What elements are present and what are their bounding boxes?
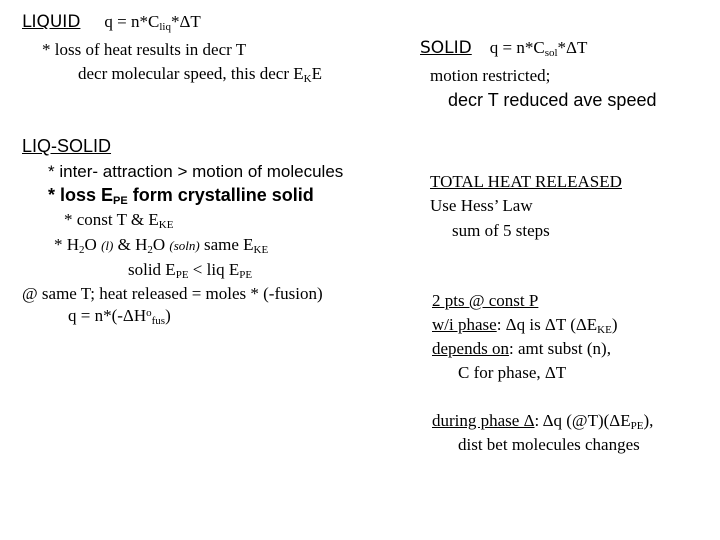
const-p-line-4: C for phase, ΔT: [458, 363, 567, 382]
solid-line-2: decr T reduced ave speed: [448, 90, 657, 110]
liquid-line-1: * loss of heat results in decr T: [42, 40, 247, 59]
during-line-1: during phase Δ: Δq $(@T)(\Delta E_{PE})$,: [432, 411, 654, 432]
liq-solid-heading: LIQ-SOLID: [22, 136, 112, 156]
liq-solid-line-4: * $H_2O$ (l) & $H_2O$ (soln) same $E_{KE}$: [54, 235, 269, 256]
const-p-line-1: 2 pts @ const P: [432, 291, 539, 310]
solid-formula-line: SOLID $q = n*C_{sol}*\Delta T$: [420, 38, 588, 59]
solid-heading: SOLID: [420, 38, 472, 58]
liq-solid-line-7: $q = n*(-\Delta H^o_{fus})$: [68, 306, 171, 327]
total-line-1: Use Hess’ Law: [430, 196, 533, 215]
solid-line-1: motion restricted;: [430, 66, 551, 85]
liq-solid-line-5: solid $E_{PE}$ < liq $E_{PE}$: [128, 260, 253, 281]
liquid-formula: q = n*C: [104, 12, 160, 31]
liquid-heading: LIQUID: [22, 12, 81, 32]
total-heading: TOTAL HEAT RELEASED: [430, 172, 622, 191]
liq-solid-line-6: @ same T; heat released = moles * (-fusion): [22, 284, 323, 303]
liquid-formula-line: LIQUID $q = n*C_{liq}*\Delta T$: [22, 12, 201, 33]
liq-solid-line-1: * inter- attraction > motion of molecules: [48, 162, 344, 181]
solid-formula: q = n*C: [489, 38, 545, 57]
const-p-line-2: w/i phase: Δq is ΔT $(\Delta E_{KE})$: [432, 315, 618, 336]
liq-solid-line-2: * loss $E_{PE}$ form crystalline solid: [48, 185, 314, 207]
liquid-line-2: decr molecular speed, this decr $E_KE$: [78, 64, 322, 85]
total-line-2: sum of 5 steps: [452, 221, 550, 240]
during-line-2: dist bet molecules changes: [458, 435, 640, 454]
liq-solid-line-3: * const T & $E_{KE}$: [64, 210, 174, 231]
const-p-line-3: depends on: amt subst (n),: [432, 339, 611, 358]
